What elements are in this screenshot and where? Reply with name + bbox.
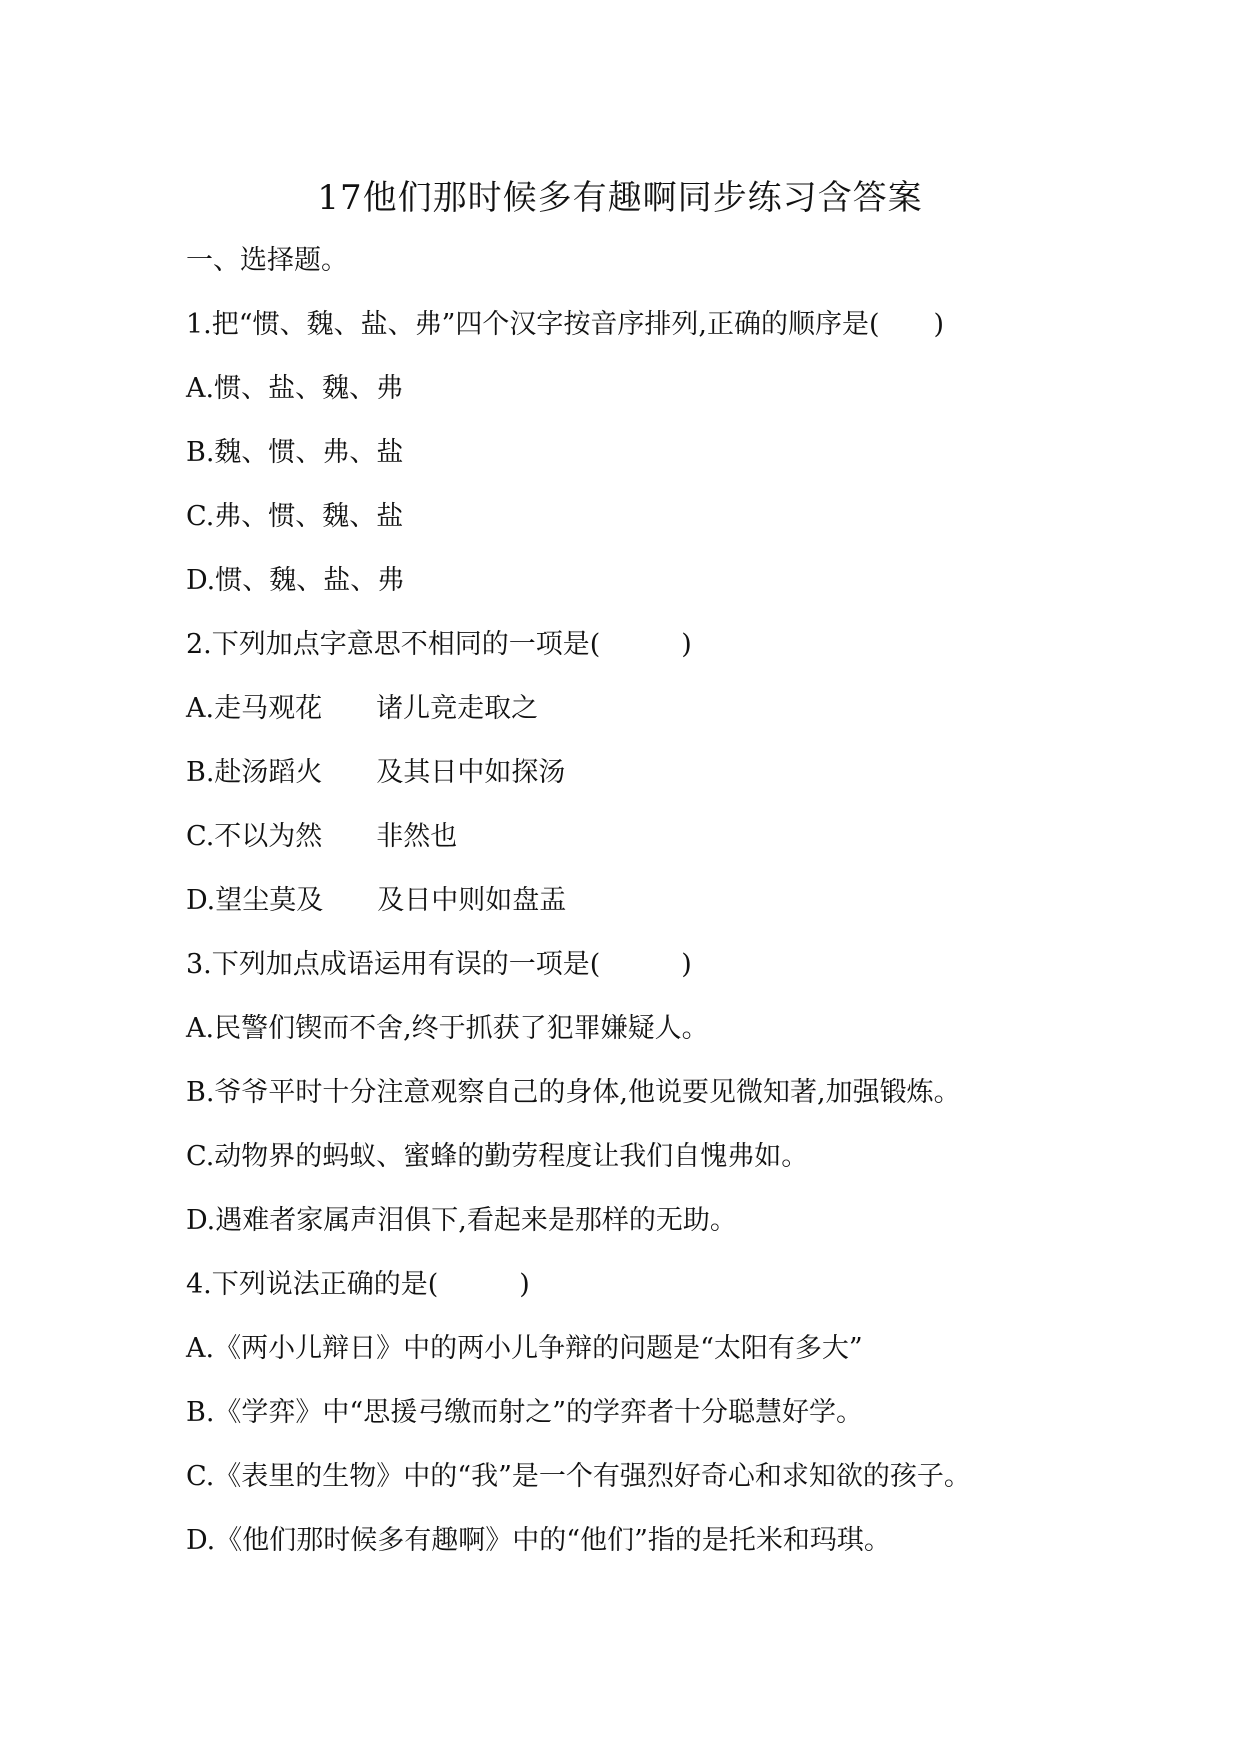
question-1-option-d: D.惯、魏、盐、弗 [186,565,405,596]
question-4-stem: 4.下列说法正确的是( ) [186,1269,530,1300]
question-4-option-c: C.《表里的生物》中的“我”是一个有强烈好奇心和求知欲的孩子。 [186,1461,971,1492]
question-3-stem: 3.下列加点成语运用有误的一项是( ) [186,949,692,980]
question-2-option-d: D.望尘莫及 及日中则如盘盂 [186,885,567,916]
question-1-stem: 1.把“惯、魏、盐、弗”四个汉字按音序排列,正确的顺序是( ) [186,309,945,340]
question-4-option-b: B.《学弈》中“思援弓缴而射之”的学弈者十分聪慧好学。 [186,1397,864,1428]
question-2-option-c: C.不以为然 非然也 [186,821,458,852]
question-3-option-b: B.爷爷平时十分注意观察自己的身体,他说要见微知著,加强锻炼。 [186,1077,961,1108]
question-3-option-a: A.民警们锲而不舍,终于抓获了犯罪嫌疑人。 [186,1013,709,1044]
question-2-option-b: B.赴汤蹈火 及其日中如探汤 [186,757,566,788]
section-heading: 一、选择题。 [186,245,348,276]
question-2-option-a: A.走马观花 诸儿竞走取之 [186,693,539,724]
question-1-option-b: B.魏、惯、弗、盐 [186,437,404,468]
question-3-option-c: C.动物界的蚂蚁、蜜蜂的勤劳程度让我们自愧弗如。 [186,1141,809,1172]
question-3-option-d: D.遇难者家属声泪俱下,看起来是那样的无助。 [186,1205,737,1236]
question-1-option-c: C.弗、惯、魏、盐 [186,501,404,532]
question-2-stem: 2.下列加点字意思不相同的一项是( ) [186,629,692,660]
question-4-option-d: D.《他们那时候多有趣啊》中的“他们”指的是托米和玛琪。 [186,1525,891,1556]
document-title: 17他们那时候多有趣啊同步练习含答案 [317,178,923,218]
question-1-option-a: A.惯、盐、魏、弗 [186,373,404,404]
question-4-option-a: A.《两小儿辩日》中的两小儿争辩的问题是“太阳有多大” [186,1333,863,1364]
